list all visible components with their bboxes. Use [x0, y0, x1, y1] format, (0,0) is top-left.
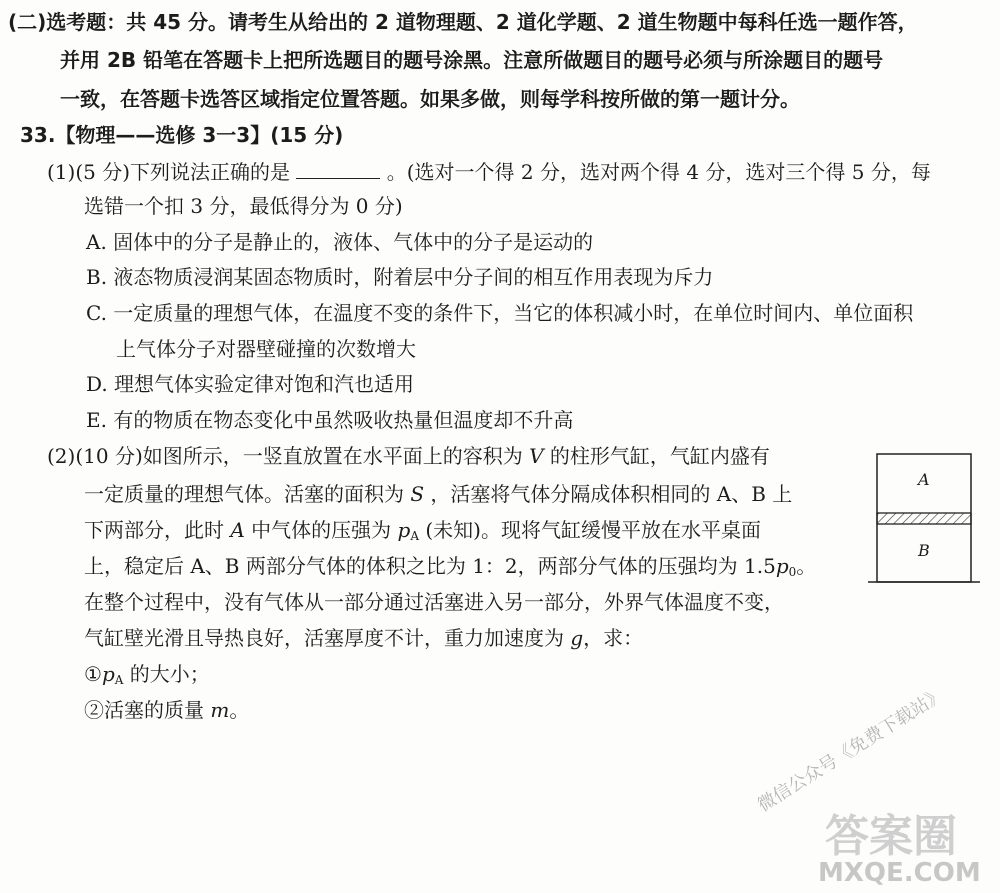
ask-2-text: ②活塞的质量: [84, 698, 204, 722]
figure-label-a: A: [918, 470, 930, 489]
variable-v: V: [529, 444, 544, 468]
section-instruction-line-2: 并用 2B 铅笔在答题卡上把所选题目的题号涂黑。注意所做题目的题号必须与所涂题目的题号: [60, 48, 884, 72]
variable-m: m: [210, 698, 230, 722]
variable-p: p: [397, 518, 411, 542]
option-c-line-2: 上气体分子对器壁碰撞的次数增大: [116, 337, 416, 361]
part2-line-5: 在整个过程中，没有气体从一部分通过活塞进入另一部分，外界气体温度不变，: [84, 590, 784, 614]
piston: [877, 513, 971, 524]
watermark-site: MXQE.COM: [818, 858, 981, 888]
ask-2-tail: 。: [229, 698, 250, 722]
watermark-logo: 答案圈: [825, 811, 957, 862]
part2-line-2-a: 一定质量的理想气体。活塞的面积为: [84, 482, 404, 506]
part2-line-6-a: 气缸壁光滑且导热良好，活塞厚度不计，重力加速度为: [84, 626, 564, 650]
part1-stem-tail: 。(选对一个得 2 分，选对两个得 4 分，选对三个得 5 分，每: [386, 160, 931, 184]
section-instruction-line-3: 一致，在答题卡选答区域指定位置答题。如果多做，则每学科按所做的第一题计分。: [60, 87, 800, 111]
subscript-a: A: [410, 529, 420, 543]
part1-stem-head: (1)(5 分)下列说法正确的是: [47, 160, 291, 184]
option-b: B. 液态物质浸润某固态物质时，附着层中分子间的相互作用表现为斥力: [86, 265, 714, 289]
option-c-line-1: C. 一定质量的理想气体，在温度不变的条件下，当它的体积减小时，在单位时间内、单位面积: [86, 301, 914, 325]
variable-s: S: [410, 482, 425, 506]
part2-line-6-b: ，求：: [583, 626, 644, 650]
subscript-a: A: [114, 673, 124, 687]
figure-label-b: B: [918, 541, 930, 560]
part2-line-1-a: (2)(10 分)如图所示，一竖直放置在水平面上的容积为: [47, 444, 523, 468]
part2-line-3-a: 下两部分，此时: [84, 518, 224, 542]
option-e: E. 有的物质在物态变化中虽然吸收热量但温度却不升高: [86, 408, 574, 432]
variable-p0: p: [775, 554, 789, 578]
part2-line-2-b: ，活塞将气体分隔成体积相同的 A、B 上: [430, 482, 793, 506]
subscript-0: 0: [788, 565, 797, 579]
ask-1-tail: 的大小；: [123, 662, 210, 686]
circled-one: ①: [84, 662, 102, 686]
variable-g: g: [570, 626, 584, 650]
variable-a: A: [230, 518, 245, 542]
part2-line-4-a: 上，稳定后 A、B 两部分气体的体积之比为 1：2，两部分气体的压强均为 1.5: [84, 554, 776, 578]
part2-line-1-b: 的柱形气缸，气缸内盛有: [549, 444, 770, 468]
option-a: A. 固体中的分子是静止的，液体、气体中的分子是运动的: [86, 230, 594, 254]
section-instruction-line-1: (二)选考题：共 45 分。请考生从给出的 2 道物理题、2 道化学题、2 道生物题中每科任选一题作答，: [8, 10, 918, 34]
watermark-text: 微信公众号《免费下载站》: [754, 683, 949, 817]
variable-p: p: [101, 662, 115, 686]
question-33-heading-text: 33.【物理——选修 3一3】(15 分): [20, 123, 344, 147]
option-d: D. 理想气体实验定律对饱和汽也适用: [86, 372, 415, 396]
part2-line-3-c: (未知)。现将气缸缓慢平放在水平桌面: [425, 518, 761, 542]
part1-stem-line-2: 选错一个扣 3 分，最低得分为 0 分): [84, 194, 403, 218]
part2-line-4-b: 。: [796, 554, 817, 578]
part2-line-3-b: 中气体的压强为: [251, 518, 392, 542]
